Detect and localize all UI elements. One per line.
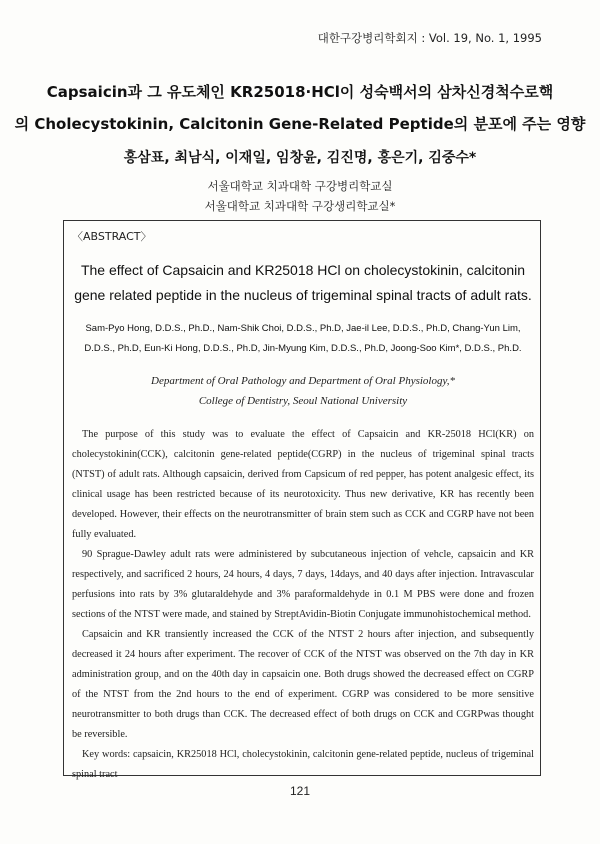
- english-title-line-2: gene related peptide in the nucleus of trigeminal spinal tracts of adult rats.: [74, 287, 532, 303]
- abstract-paragraph-purpose: The purpose of this study was to evaluate the effect of Capsaicin and KR-25018 HCl(KR) on cholecystokinin(CCK), calcitonin gene-related peptide(CGRP) in the nucleus of trigeminal spinal tracts (NTST) of adult rats. Although capsaicin, derived from Capsicum of red pepper, has potent analgesic effect, its clinical usage has been restricted because of its neurotoxicity. Thus new derivative, KR has recently been developed. However, their effects on the neurotransmitter of brain stem such as CCK and CGRP have not been fully evaluated.: [72, 429, 534, 540]
- english-authors-line-2: D.D.S., Ph.D, Eun-Ki Hong, D.D.S., Ph.D, Jin-Myung Kim, D.D.S., Ph.D, Joong-Soo Kim*, D.D.S., Ph.D.: [84, 343, 522, 354]
- english-authors: [64, 319, 542, 359]
- abstract-keywords: Key words: capsaicin, KR25018 HCl, cholecystokinin, calcitonin gene-related peptide, nucleus of trigeminal spinal tract: [72, 749, 534, 780]
- english-affiliation: [64, 371, 542, 411]
- english-authors-line-1: Sam-Pyo Hong, D.D.S., Ph.D., Nam-Shik Choi, D.D.S., Ph.D, Jae-il Lee, D.D.S., Ph.D, Chang-Yun Lim,: [85, 323, 521, 334]
- english-affiliation-line-2: College of Dentistry, Seoul National University: [198, 395, 408, 407]
- english-title: [64, 258, 542, 308]
- korean-authors: 홍삼표, 최남식, 이재일, 임창윤, 김진명, 홍은기, 김중수*: [123, 150, 477, 166]
- korean-title-line-1: Capsaicin과 그 유도체인 KR25018·HCl이 성숙백서의 삼차신경척수로핵: [46, 83, 554, 101]
- abstract-paragraph-results: Capsaicin and KR transiently increased the CCK of the NTST 2 hours after injection, and subsequently decreased it 24 hours after experiment. The recover of CCK of the NTST was observed on the 7th day in KR administration group, and on the 40th day in capsaicin one. Both drugs showed the decreased effect on CGRP of the NTST from the 2nd hours to the end of experiment. CGRP was considered to be more sensitive neurotransmitter to both drugs than CCK. The decreased effect of both drugs on CCK and CGRPwas thought be reversible.: [72, 629, 534, 740]
- abstract-box: [63, 220, 541, 780]
- korean-title: [0, 76, 600, 140]
- korean-affiliations: [0, 176, 600, 216]
- english-title-line-1: The effect of Capsaicin and KR25018 HCl on cholecystokinin, calcitonin: [80, 262, 526, 278]
- korean-title-line-2: 의 Cholecystokinin, Calcitonin Gene-Related Peptide의 분포에 주는 영향: [14, 115, 586, 133]
- korean-affiliation-2: 서울대학교 치과대학 구강생리학교실*: [204, 199, 396, 213]
- abstract-body: [72, 425, 534, 785]
- abstract-label: 〈ABSTRACT〉: [72, 230, 152, 243]
- english-affiliation-line-1: Department of Oral Pathology and Department of Oral Physiology,*: [151, 375, 455, 387]
- abstract-paragraph-methods: 90 Sprague-Dawley adult rats were administered by subcutaneous injection of vehcle, capsaicin and KR respectively, and sacrificed 2 hours, 24 hours, 4 days, 7 days, 14days, and 40 days after injection. Intravascular perfusions into rats by 3% glutaraldehyde and 3% paraformaldehyde in 0.1 M PBS were done and frozen sections of the NTST were made, and stained by StreptAvidin-Biotin Conjugate immunohistochemical method.: [72, 549, 534, 620]
- journal-header: 대한구강병리학회지 : Vol. 19, No. 1, 1995: [317, 31, 542, 45]
- page-number: 121: [289, 784, 311, 798]
- korean-affiliation-1: 서울대학교 치과대학 구강병리학교실: [207, 179, 393, 193]
